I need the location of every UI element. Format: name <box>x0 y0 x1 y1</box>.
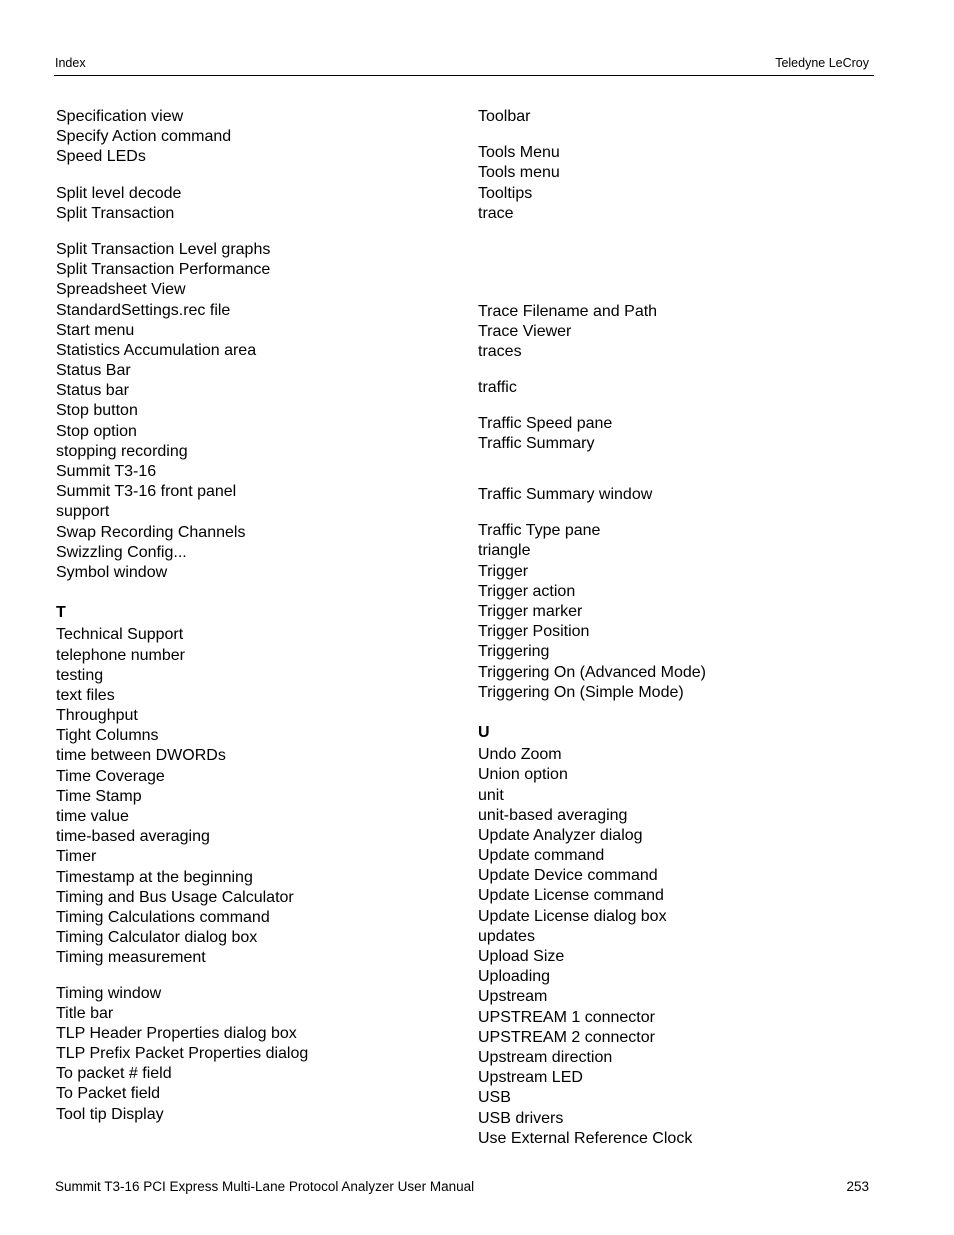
index-entry: triangle <box>478 542 531 560</box>
index-entry: UPSTREAM 1 connector <box>478 1008 655 1026</box>
index-entry: Traffic Speed pane <box>478 414 613 432</box>
index-entry: Trigger <box>478 562 529 580</box>
page-footer <box>55 1177 875 1195</box>
index-entry: Use External Reference Clock <box>478 1129 693 1147</box>
index-entry: Timing measurement <box>56 949 206 967</box>
index-entry: Traffic Summary <box>478 434 595 452</box>
index-entry: testing <box>56 666 104 684</box>
index-entry: Speed LEDs <box>56 148 146 166</box>
index-entry: Statistics Accumulation area <box>56 341 257 359</box>
index-entry: TLP Header Properties dialog box <box>56 1024 297 1042</box>
index-entry: Trigger marker <box>478 603 583 620</box>
index-entry: Stop button <box>56 402 138 420</box>
index-entry: Uploading <box>478 968 551 986</box>
index-entry: Upstream direction <box>478 1048 613 1066</box>
index-entry: Title bar <box>56 1004 114 1022</box>
index-entry: Trigger action <box>478 582 576 600</box>
index-entry: Update License command <box>478 887 664 905</box>
index-entry: Stop option <box>56 422 137 440</box>
index-entry: Upload Size <box>478 948 565 965</box>
index-entry: time between DWORDs <box>56 747 226 765</box>
index-entry: Tool tip Display <box>56 1105 164 1123</box>
index-entry: Triggering <box>478 643 550 661</box>
index-entry: Timing window <box>56 984 162 1002</box>
index-entry: Tools Menu <box>478 144 560 162</box>
index-entry: Undo Zoom <box>478 746 562 764</box>
index-entry: TLP Prefix Packet Properties dialog <box>56 1045 309 1063</box>
index-entry: Swizzling Config... <box>56 543 187 561</box>
index-entry: Update Analyzer dialog <box>478 826 643 844</box>
index-entry: Swap Recording Channels <box>56 523 246 541</box>
index-entry: Split level decode <box>56 184 182 202</box>
index-section-letter: T <box>56 604 66 622</box>
index-entry: Time Stamp <box>56 787 142 805</box>
index-entry: Technical Support <box>56 626 184 644</box>
index-entry: Traffic Type pane <box>478 522 601 540</box>
index-entry: Timing and Bus Usage Calculator <box>56 888 294 906</box>
index-entry: unit <box>478 786 504 804</box>
index-entry: Upstream <box>478 988 548 1006</box>
index-entry: Symbol window <box>56 563 168 581</box>
index-entry: Split Transaction <box>56 204 175 222</box>
index-entry: Triggering On (Advanced Mode) <box>478 663 706 681</box>
index-column-right <box>478 107 706 1149</box>
index-entry: Specify Action command <box>56 128 232 146</box>
index-entry: Trigger Position <box>478 623 590 641</box>
index-entry: Timing Calculator dialog box <box>56 929 258 947</box>
index-entry: traffic <box>478 378 517 396</box>
index-entry: Traffic Summary window <box>478 486 653 504</box>
index-entry: StandardSettings.rec file <box>56 301 231 319</box>
index-entry: telephone number <box>56 646 185 664</box>
footer-manual-title: Summit T3-16 PCI Express Multi-Lane Protocol Analyzer User Manual <box>55 1178 475 1194</box>
index-entry: Time Coverage <box>56 767 165 785</box>
index-entry: trace <box>478 204 514 222</box>
index-entry: Start menu <box>56 321 135 339</box>
index-entry: Split Transaction Level graphs <box>56 240 271 258</box>
index-entry: Status Bar <box>56 362 131 380</box>
footer-page-number: 253 <box>846 1178 869 1194</box>
index-entry: Update command <box>478 847 605 865</box>
index-entry: Trace Viewer <box>478 323 572 341</box>
index-entry: Update License dialog box <box>478 907 667 925</box>
index-entry: support <box>56 503 110 521</box>
index-entry: Split Transaction Performance <box>56 261 271 279</box>
header-divider <box>54 75 874 76</box>
index-entry: stopping recording <box>56 442 188 460</box>
index-entry: Tooltips <box>478 184 533 202</box>
index-entry: UPSTREAM 2 connector <box>478 1028 655 1046</box>
index-entry: unit-based averaging <box>478 806 628 824</box>
index-entry: USB drivers <box>478 1109 564 1127</box>
index-entry: Throughput <box>56 707 138 725</box>
index-entry: time value <box>56 808 129 825</box>
index-entry: traces <box>478 343 522 361</box>
page-header <box>54 53 874 73</box>
index-entry: Update Device command <box>478 867 658 885</box>
index-entry: Specification view <box>56 108 184 125</box>
index-entry: Triggering On (Simple Mode) <box>478 683 684 701</box>
index-entry: Summit T3-16 front panel <box>56 483 237 501</box>
index-entry: text files <box>56 686 115 704</box>
index-column-left <box>56 107 308 1125</box>
index-entry: Timing Calculations command <box>56 908 270 926</box>
index-entry: Timer <box>56 848 97 866</box>
index-entry: Upstream LED <box>478 1069 583 1087</box>
index-entry: Status bar <box>56 382 129 400</box>
index-entry: Trace Filename and Path <box>478 302 658 320</box>
index-entry: To Packet field <box>56 1085 161 1103</box>
index-entry: To packet # field <box>56 1065 172 1083</box>
index-entry: Toolbar <box>478 108 531 125</box>
index-entry: time-based averaging <box>56 828 210 846</box>
index-entry: Timestamp at the beginning <box>56 868 253 886</box>
header-company-name: Teledyne LeCroy <box>775 56 869 70</box>
index-entry: Summit T3-16 <box>56 463 157 480</box>
index-entry: USB <box>478 1089 511 1107</box>
index-entry: updates <box>478 927 535 945</box>
index-section-letter: U <box>478 723 490 741</box>
header-section-label: Index <box>55 56 86 70</box>
index-entry: Union option <box>478 766 568 784</box>
index-entry: Tools menu <box>478 164 560 182</box>
index-entry: Tight Columns <box>56 727 159 745</box>
index-entry: Spreadsheet View <box>56 281 186 299</box>
